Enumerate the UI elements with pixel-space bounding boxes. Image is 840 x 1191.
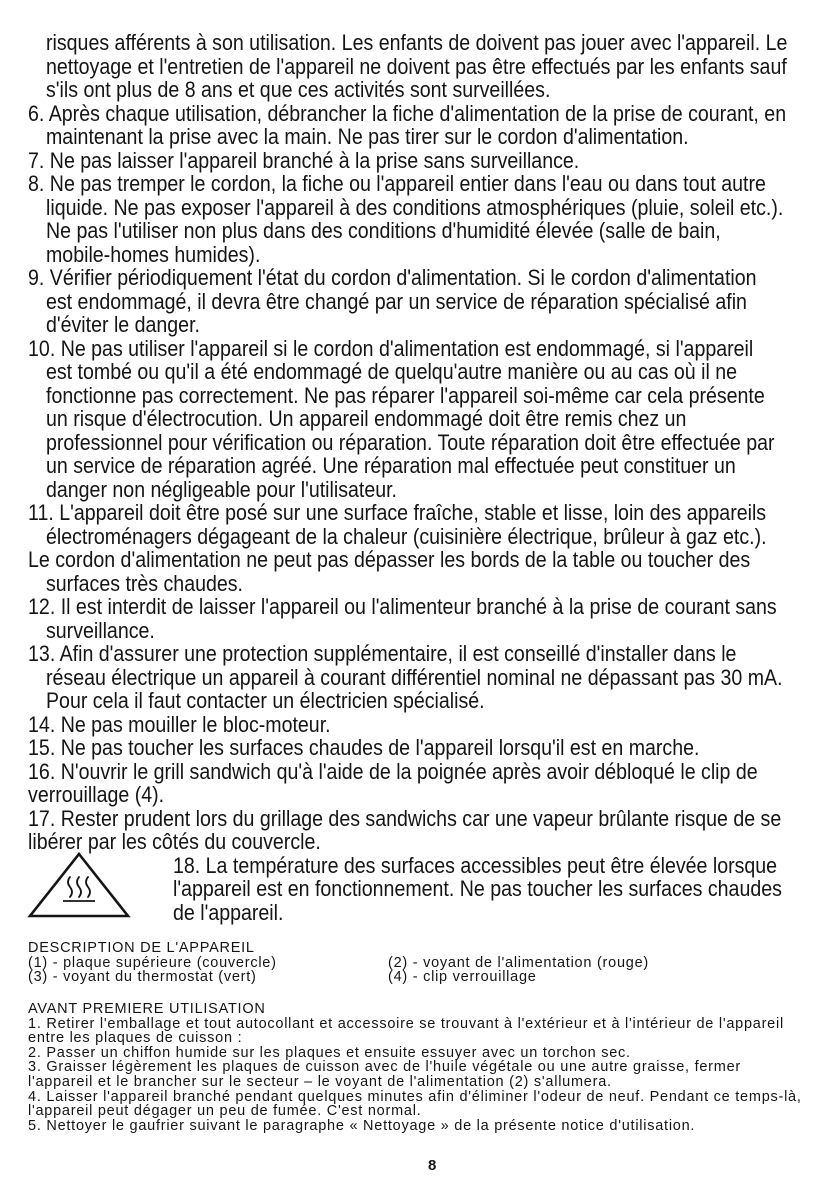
safety-instruction-12	[0, 595, 837, 642]
safety-instruction-15	[0, 736, 837, 760]
text-line: 14. Ne pas mouiller le bloc-moteur.	[28, 711, 331, 737]
text-line: 17. Rester prudent lors du grillage des sandwichs car une vapeur brûlante risque de se	[28, 805, 782, 831]
safety-instruction-5-continued	[0, 31, 837, 102]
text-line: d'éviter le danger.	[46, 312, 200, 337]
safety-instruction-13	[0, 642, 837, 713]
safety-instruction-9	[0, 266, 837, 337]
text-line: surfaces très chaudes.	[46, 570, 243, 596]
text-line: 7. Ne pas laisser l'appareil branché à la prise sans surveillance.	[28, 147, 580, 173]
text-line: un service de réparation agréé. Une réparation mal effectuée peut constituer un	[46, 453, 736, 478]
text-line: professionnel pour vérification ou réparation. Toute réparation doit être effectuée par	[46, 429, 775, 455]
text-line: 16. N'ouvrir le grill sandwich qu'à l'aide de la poignée après avoir débloqué le clip de	[28, 758, 758, 784]
safety-instruction-17	[0, 807, 837, 854]
text-line: l'appareil peut dégager un peu de fumée. C'est normal.	[28, 1103, 422, 1120]
text-line: 3. Graisser légèrement les plaques de cuisson avec de l'huile végétale ou une autre graisse, fermer	[28, 1059, 741, 1076]
text-line: fonctionne pas correctement. Ne pas réparer l'appareil soi-même car cela présente	[46, 382, 765, 408]
section-heading: AVANT PREMIERE UTILISATION	[28, 1001, 266, 1017]
text-line: réseau électrique un appareil à courant différentiel nominal ne dépassant pas 30 mA.	[46, 664, 783, 690]
text-line: l'appareil et le brancher sur le secteur – le voyant de l'alimentation (2) s'allumera.	[28, 1073, 612, 1090]
part-item: (1) - plaque supérieure (couvercle)	[28, 954, 277, 971]
text-line: 10. Ne pas utiliser l'appareil si le cordon d'alimentation est endommagé, si l'appareil	[28, 335, 754, 361]
part-item: (4) - clip verrouillage	[388, 969, 537, 986]
text-line: est tombé ou qu'il a été endommagé de quelqu'autre manière ou au cas où il ne	[46, 359, 738, 384]
text-line: Pour cela il faut contacter un électricien spécialisé.	[46, 688, 485, 713]
text-line: nettoyage et l'entretien de l'appareil ne doivent pas être effectués par les enfants sauf	[46, 53, 787, 79]
text-line: 2. Passer un chiffon humide sur les plaques et ensuite essuyer avec un torchon sec.	[28, 1044, 631, 1061]
text-line: de l'appareil.	[173, 899, 284, 925]
part-item: (3) - voyant du thermostat (vert)	[28, 969, 257, 986]
text-line: entre les plaques de cuisson :	[28, 1030, 243, 1047]
hot-surface-warning-icon	[26, 850, 134, 922]
safety-instruction-6	[0, 102, 837, 149]
text-line: libérer par les côtés du couvercle.	[28, 829, 321, 854]
text-line: 11. L'appareil doit être posé sur une surface fraîche, stable et lisse, loin des appareils	[28, 500, 767, 525]
text-line: Le cordon d'alimentation ne peut pas dépasser les bords de la table ou toucher des	[28, 547, 751, 572]
safety-instruction-16	[0, 760, 837, 807]
text-line: 4. Laisser l'appareil branché pendant quelques minutes afin d'éliminer l'odeur de neuf. Pendant ce temps-là,	[28, 1088, 802, 1105]
first-use-step-5	[28, 1119, 828, 1134]
first-use-section	[28, 1002, 828, 1133]
text-line: l'appareil est en fonctionnement. Ne pas toucher les surfaces chaudes	[173, 876, 782, 901]
parts-list	[28, 956, 828, 985]
first-use-step-1	[28, 1017, 828, 1046]
text-line: 13. Afin d'assurer une protection supplémentaire, il est conseillé d'installer dans le	[28, 641, 737, 666]
text-line: Ne pas l'utiliser non plus dans des conditions d'humidité élevée (salle de bain,	[46, 218, 721, 243]
text-line: un risque d'électrocution. Un appareil endommagé doit être remis chez un	[46, 406, 687, 431]
first-use-step-4	[28, 1090, 828, 1119]
text-line: 18. La température des surfaces accessibles peut être élevée lorsque	[173, 852, 778, 878]
safety-instruction-11	[0, 501, 837, 548]
first-use-step-2	[28, 1046, 828, 1061]
page-number: 8	[428, 1157, 437, 1174]
part-item: (2) - voyant de l'alimentation (rouge)	[388, 954, 649, 971]
text-line: maintenant la prise avec la main. Ne pas tirer sur le cordon d'alimentation.	[46, 124, 689, 149]
safety-instruction-8	[0, 172, 837, 266]
section-heading: DESCRIPTION DE L'APPAREIL	[28, 940, 255, 956]
text-line: s'ils ont plus de 8 ans et que ces activités sont surveillées.	[46, 77, 551, 102]
text-line: 5. Nettoyer le gaufrier suivant le paragraphe « Nettoyage » de la présente notice d'utilisation.	[28, 1117, 696, 1134]
text-line: 9. Vérifier périodiquement l'état du cordon d'alimentation. Si le cordon d'alimentation	[28, 265, 757, 290]
safety-instructions	[0, 31, 837, 924]
text-line: danger non négligeable pour l'utilisateur.	[46, 476, 398, 502]
safety-instruction-14	[0, 713, 837, 737]
safety-note-power-cord	[0, 548, 837, 595]
safety-instruction-10	[0, 337, 837, 502]
first-use-step-3	[28, 1060, 828, 1089]
text-line: surveillance.	[46, 617, 155, 643]
device-description	[28, 941, 828, 985]
text-line: 15. Ne pas toucher les surfaces chaudes de l'appareil lorsqu'il est en marche.	[28, 735, 700, 760]
text-line: est endommagé, il devra être changé par un service de réparation spécialisé afin	[46, 288, 747, 314]
text-line: liquide. Ne pas exposer l'appareil à des conditions atmosphériques (pluie, soleil etc.).	[46, 194, 784, 220]
text-line: 6. Après chaque utilisation, débrancher la fiche d'alimentation de la prise de courant, en	[28, 100, 787, 126]
text-line: électroménagers dégageant de la chaleur (cuisinière électrique, brûleur à gaz etc.).	[46, 523, 767, 549]
text-line: risques afférents à son utilisation. Les enfants de doivent pas jouer avec l'appareil. Le	[46, 30, 788, 55]
text-line: 12. Il est interdit de laisser l'appareil ou l'alimenteur branché à la prise de courant sans	[28, 594, 777, 619]
safety-instruction-7	[0, 149, 837, 173]
text-line: mobile-homes humides).	[46, 241, 261, 267]
text-line: verrouillage (4).	[28, 782, 165, 807]
text-line: 1. Retirer l'emballage et tout autocollant et accessoire se trouvant à l'extérieur et à l'intérieur de l'appareil	[28, 1015, 784, 1032]
text-line: 8. Ne pas tremper le cordon, la fiche ou l'appareil entier dans l'eau ou dans tout autre	[28, 171, 766, 196]
